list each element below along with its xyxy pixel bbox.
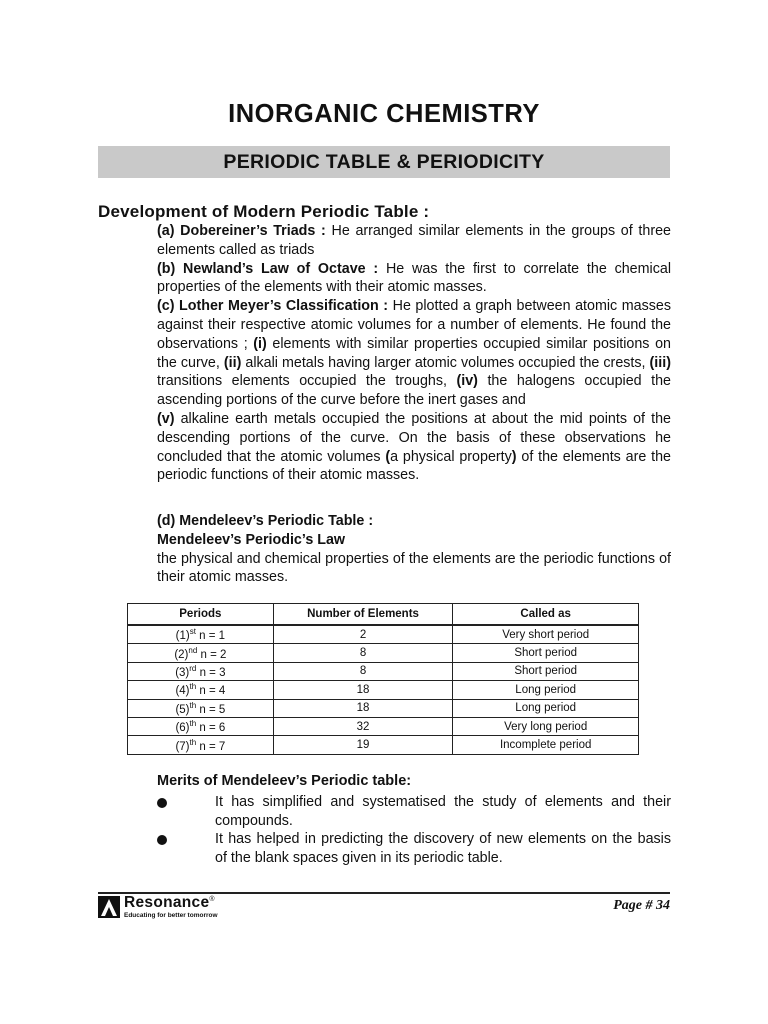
label-c: (c) Lother Meyer’s Classification : (157, 298, 389, 315)
paragraph-a (157, 222, 671, 260)
law-title: Mendeleev’s Periodic’s Law (157, 531, 346, 548)
period-cell: $(5)^{th}$ n = 5 (128, 699, 274, 717)
list-item (157, 830, 671, 868)
merits-heading: Merits of Mendeleev’s Periodic table: (157, 773, 412, 789)
elements-cell: 2 (273, 625, 453, 644)
text-c2: elements with similar properties occupied similar positions on the curve, (157, 335, 671, 371)
period-cell: $(7)^{th}$ n = 7 (128, 736, 274, 754)
table-row (128, 662, 639, 680)
elements-cell: 19 (273, 736, 453, 754)
period-cell: $(3)^{rd}$ n = 3 (128, 662, 274, 680)
table-row (128, 681, 639, 699)
period-cell: $(6)^{th}$ n = 6 (128, 717, 274, 735)
section-heading: Development of Modern Periodic Table : (98, 202, 430, 221)
marker-i: (i) (253, 335, 267, 352)
header-number-of-elements: Number of Elements (273, 604, 453, 626)
text-c3: alkali metals having larger atomic volumes occupied the crests, (241, 354, 650, 371)
table-row (128, 625, 639, 644)
elements-cell: 32 (273, 717, 453, 735)
periods-table (127, 603, 639, 755)
called-cell: Long period (453, 681, 639, 699)
page-number: Page # 34 (613, 898, 670, 913)
table-row (128, 699, 639, 717)
called-cell: Incomplete period (453, 736, 639, 754)
law-text: the physical and chemical properties of the elements are the periodic functions of their atomic masses. (157, 550, 671, 586)
text-c5: the halogens occupied the ascending portions of the curve before the inert gases and (157, 373, 672, 409)
list-item (157, 793, 671, 831)
called-cell: Very long period (453, 717, 639, 735)
text-c1: He plotted a graph between atomic masses against their respective atomic volumes for a number of elements. He found the observations ; (157, 298, 671, 352)
period-cell: $(2)^{nd}$ n = 2 (128, 644, 274, 662)
mendeleev-content (157, 512, 671, 587)
text-b: He was the first to correlate the chemical properties of the elements with their atomic masses. (157, 260, 671, 296)
page-title: INORGANIC CHEMISTRY (228, 100, 540, 128)
marker-iii: (iii) (649, 354, 671, 371)
called-cell: Short period (453, 644, 639, 662)
merit-text: It has helped in predicting the discovery of new elements on the basis of the blank spaces given in its periodic table. (215, 831, 671, 866)
text-c6: alkaline earth metals occupied the positions at about the mid points of the descending portions of the curve. On the basis of these observations he concluded that the atomic volumes (157, 410, 671, 465)
text-a: He arranged similar elements in the groups of three elements called as triads (157, 223, 672, 258)
brand-name: Resonance® (124, 894, 215, 911)
table-row (128, 717, 639, 735)
elements-cell: 8 (273, 644, 453, 662)
bullet-icon (157, 835, 167, 845)
paragraph-c (157, 297, 671, 410)
table-header-row (128, 604, 639, 626)
called-cell: Long period (453, 699, 639, 717)
text-c8: of the elements are the periodic functions of their atomic masses. (157, 448, 671, 484)
paren-close: ) (511, 448, 517, 465)
called-cell: Short period (453, 662, 639, 680)
period-cell: $(1)^{st}$ n = 1 (128, 625, 274, 644)
elements-cell: 18 (273, 681, 453, 699)
table-row (128, 736, 639, 754)
label-a: (a) Dobereiner’s Triads : (157, 223, 326, 239)
text-c7: a physical property (390, 448, 512, 465)
elements-cell: 18 (273, 699, 453, 717)
called-cell: Very short period (453, 625, 639, 644)
elements-cell: 8 (273, 662, 453, 680)
chapter-title: PERIODIC TABLE & PERIODICITY (98, 146, 670, 178)
paragraph-b (157, 260, 671, 298)
label-b: (b) Newland’s Law of Octave : (157, 260, 379, 277)
paren-open: ( (385, 448, 391, 465)
development-content (157, 222, 671, 485)
merit-text: It has simplified and systematised the study of elements and their compounds. (215, 794, 671, 829)
marker-v: (v) (157, 410, 175, 427)
paragraph-c-v (157, 410, 671, 485)
period-cell: $(4)^{th}$ n = 4 (128, 681, 274, 699)
label-d: (d) Mendeleev’s Periodic Table : (157, 513, 374, 529)
resonance-logo-icon (98, 896, 120, 918)
brand-tagline: Educating for better tomorrow (124, 912, 218, 919)
table-row (128, 644, 639, 662)
header-periods: Periods (128, 604, 274, 626)
header-called-as: Called as (453, 604, 639, 626)
marker-ii: (ii) (223, 354, 242, 371)
bullet-icon (157, 798, 167, 808)
marker-iv: (iv) (456, 373, 478, 390)
text-c4: transitions elements occupied the troughs, (157, 373, 457, 390)
